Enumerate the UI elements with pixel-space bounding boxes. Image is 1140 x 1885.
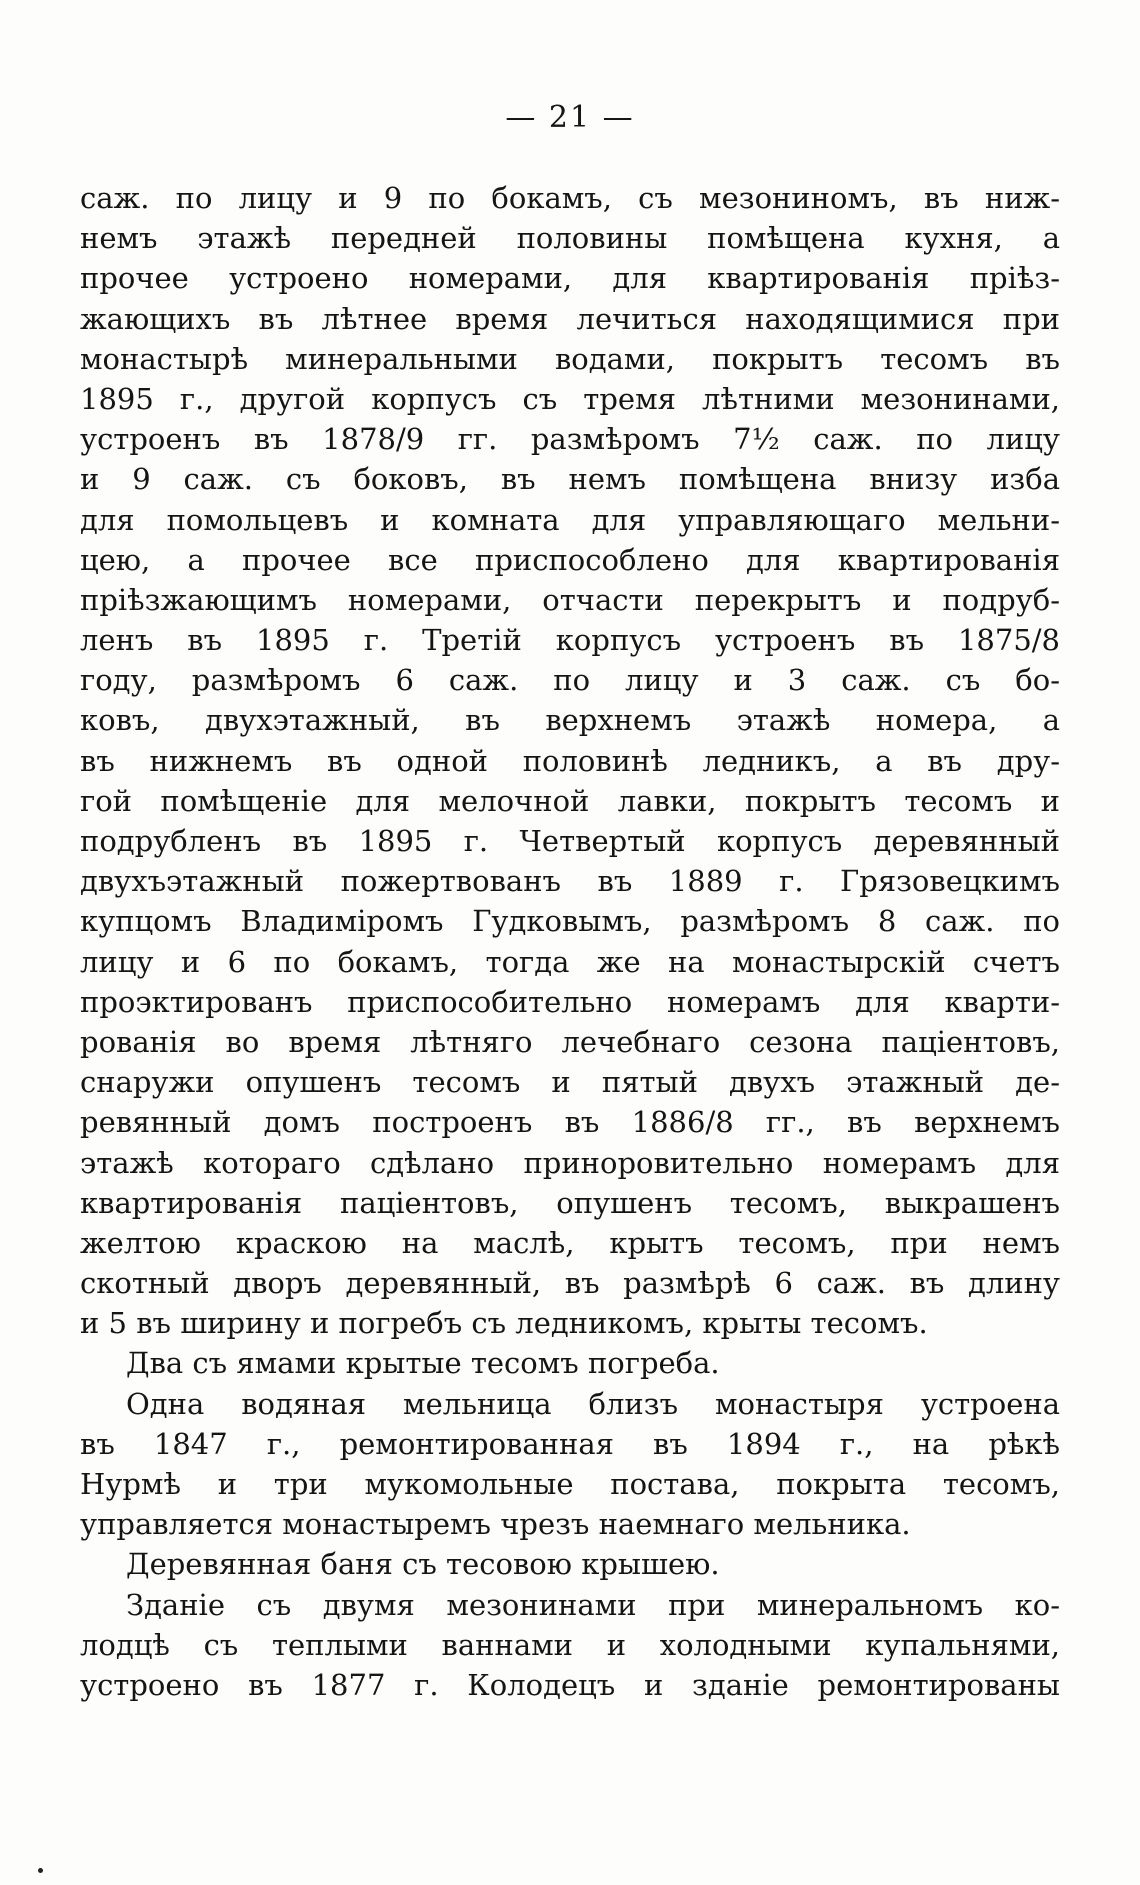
- text-line: желтою краскою на маслѣ, крытъ тесомъ, при немъ: [80, 1225, 1060, 1260]
- text-line: устроено въ 1877 г. Колодецъ и зданіе ремонтированы: [80, 1667, 1060, 1702]
- text-line: и 5 въ ширину и погребъ съ ледникомъ, крыты тесомъ.: [80, 1306, 928, 1341]
- text-line: снаружи опушенъ тесомъ и пятый двухъ этажный де-: [80, 1065, 1060, 1100]
- text-line: скотный дворъ деревянный, въ размѣрѣ 6 саж. въ длину: [80, 1266, 1060, 1301]
- text-line: цею, а прочее все приспособлено для квартированія: [80, 542, 1060, 577]
- text-line: двухъэтажный пожертвованъ въ 1889 г. Грязовецкимъ: [80, 864, 1060, 899]
- text-line: устроенъ въ 1878/9 гг. размѣромъ 7½ саж. по лицу: [80, 422, 1060, 457]
- text-line: рованія во время лѣтняго лечебнаго сезона паціентовъ,: [80, 1024, 1060, 1059]
- text-line: этажѣ котораго сдѣлано приноровительно номерамъ для: [80, 1145, 1060, 1180]
- text-line: пріѣзжающимъ номерами, отчасти перекрытъ и подруб-: [80, 582, 1060, 617]
- text-line: въ нижнемъ въ одной половинѣ ледникъ, а въ дру-: [80, 743, 1060, 778]
- page-number: — 21 —: [505, 100, 635, 135]
- text-line: ревянный домъ построенъ въ 1886/8 гг., въ верхнемъ: [80, 1105, 1060, 1140]
- ink-speck: [38, 1868, 43, 1873]
- text-line: лодцѣ съ теплыми ваннами и холодными купальнями,: [80, 1627, 1060, 1662]
- body-text: [80, 178, 1060, 1705]
- text-line: квартированія паціентовъ, опушенъ тесомъ, выкрашенъ: [80, 1185, 1060, 1220]
- text-line: монастырѣ минеральными водами, покрытъ тесомъ въ: [80, 341, 1060, 376]
- text-line: проэктированъ приспособительно номерамъ для кварти-: [80, 984, 1060, 1019]
- text-line: немъ этажѣ передней половины помѣщена кухня, а: [80, 221, 1060, 256]
- text-line: саж. по лицу и 9 по бокамъ, съ мезониномъ, въ ниж-: [80, 181, 1060, 215]
- text-line: Два съ ямами крытые тесомъ погреба.: [126, 1346, 720, 1381]
- text-line: и 9 саж. съ боковъ, въ немъ помѣщена внизу изба: [80, 462, 1060, 497]
- text-line: году, размѣромъ 6 саж. по лицу и 3 саж. съ бо-: [80, 663, 1060, 698]
- text-line: прочее устроено номерами, для квартированія пріѣз-: [80, 261, 1060, 296]
- text-line: управляется монастыремъ чрезъ наемнаго мельника.: [80, 1507, 911, 1542]
- text-line: для помольцевъ и комната для управляющаго мельни-: [80, 502, 1060, 537]
- text-line: подрубленъ въ 1895 г. Четвертый корпусъ деревянный: [80, 824, 1060, 858]
- text-line: Одна водяная мельница близъ монастыря устроена: [126, 1386, 1060, 1421]
- text-line: Деревянная баня съ тесовою крышею.: [126, 1547, 720, 1582]
- text-line: ковъ, двухэтажный, въ верхнемъ этажѣ номера, а: [80, 703, 1060, 738]
- text-line: лицу и 6 по бокамъ, тогда же на монастырскій счетъ: [80, 944, 1060, 979]
- text-line: ленъ въ 1895 г. Третій корпусъ устроенъ въ 1875/8: [80, 623, 1060, 658]
- text-line: купцомъ Владиміромъ Гудковымъ, размѣромъ 8 саж. по: [80, 904, 1060, 939]
- text-line: 1895 г., другой корпусъ съ тремя лѣтними мезонинами,: [80, 381, 1060, 416]
- text-line: жающихъ въ лѣтнее время лечиться находящимися при: [80, 301, 1060, 336]
- text-line: Зданіе съ двумя мезонинами при минеральномъ ко-: [126, 1587, 1060, 1622]
- text-line: Нурмѣ и три мукомольные постава, покрыта тесомъ,: [80, 1467, 1060, 1501]
- text-line: въ 1847 г., ремонтированная въ 1894 г., на рѣкѣ: [80, 1426, 1060, 1461]
- text-line: гой помѣщеніе для мелочной лавки, покрытъ тесомъ и: [80, 783, 1060, 818]
